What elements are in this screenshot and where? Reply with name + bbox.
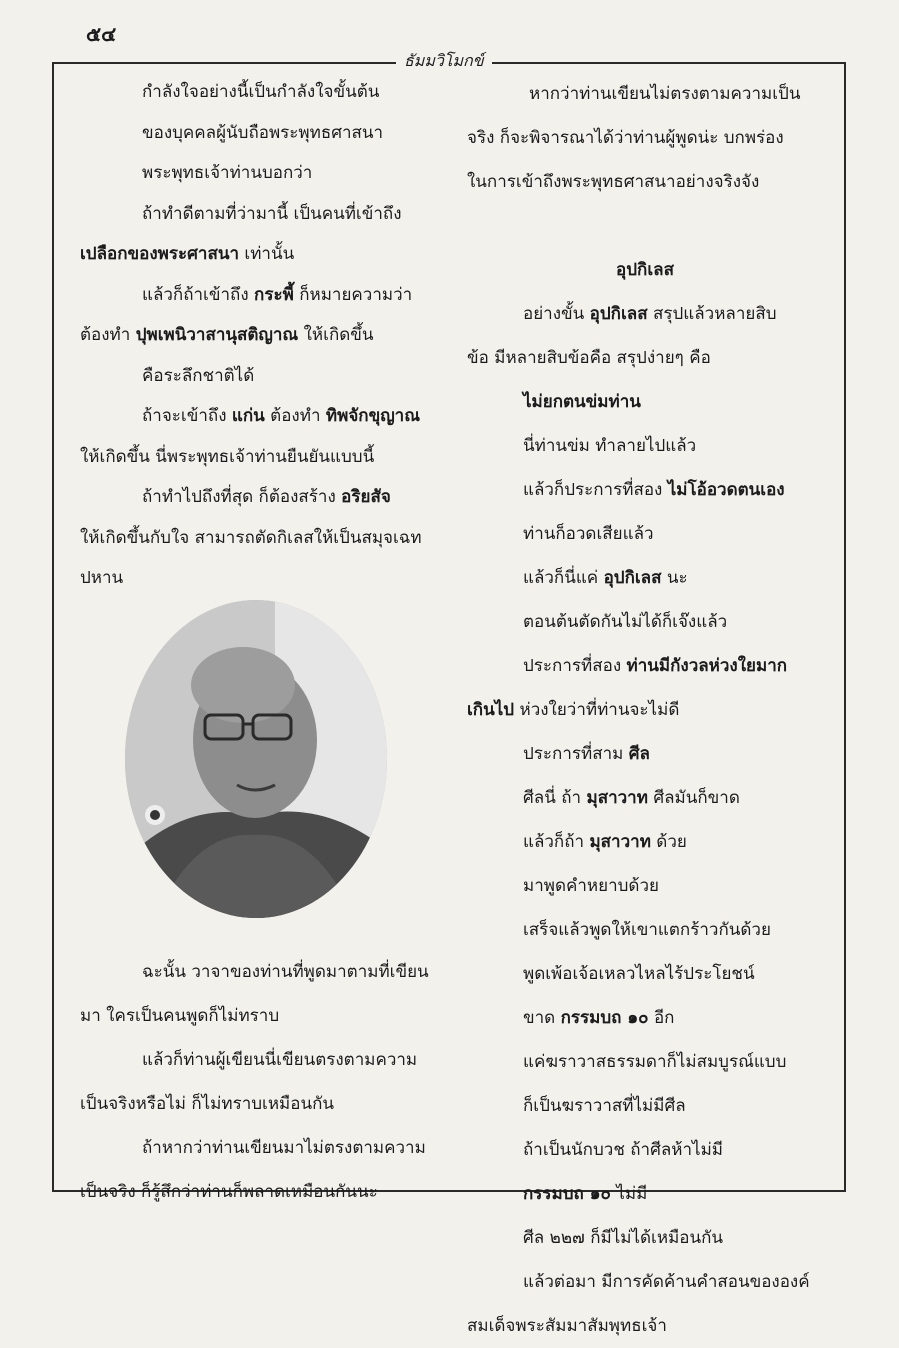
monk-portrait-photo xyxy=(125,600,387,918)
text-line xyxy=(467,996,823,1040)
text-span: แค่ฆราวาสธรรมดาก็ไม่สมบูรณ์แบบ xyxy=(523,1052,787,1072)
text-span: ถ้าเป็นนักบวช ถ้าศีลห้าไม่มี xyxy=(523,1140,724,1160)
bold-term: กรรมบถ ๑๐ xyxy=(523,1184,611,1204)
text-span: เท่านั้น xyxy=(239,244,295,264)
text-span: ตอนต้นตัดกันไม่ได้ก็เจ๊งแล้ว xyxy=(523,612,728,632)
text-span: อย่างขั้น xyxy=(523,304,590,324)
text-span: ไม่มี xyxy=(610,1184,648,1204)
bold-term: มุสาวาท xyxy=(586,788,648,808)
text-line xyxy=(467,160,823,204)
text-span: มา ใครเป็นคนพูดก็ไม่ทราบ xyxy=(80,1006,280,1026)
bold-term: ท่านมีกังวลห่วงใยมาก xyxy=(626,656,788,676)
text-span: มาพูดคำหยาบด้วย xyxy=(523,876,659,896)
text-line xyxy=(80,113,442,154)
text-span: พูดเพ้อเจ้อเหลวไหลไร้ประโยชน์ xyxy=(523,964,755,984)
text-span: ศีลนี่ ถ้า xyxy=(523,788,587,808)
left-column-bottom xyxy=(80,950,442,1214)
text-span: ก็เป็นฆราวาสที่ไม่มีศีล xyxy=(523,1096,686,1116)
text-line xyxy=(467,776,823,820)
bold-term: แก่น xyxy=(231,406,265,426)
text-span: ด้วย xyxy=(650,832,687,852)
text-span: ให้เกิดขึ้นกับใจ สามารถตัดกิเลสให้เป็นสมุจเฉท xyxy=(80,527,422,548)
text-span: แล้วก็ท่านผู้เขียนนี่เขียนตรงตามความ xyxy=(142,1050,418,1070)
text-span: ศีล ๒๒๗ ก็มีไม่ได้เหมือนกัน xyxy=(523,1228,724,1248)
bold-term: อุปกิเลส xyxy=(589,304,648,324)
text-line xyxy=(467,556,823,600)
text-line xyxy=(80,1126,442,1170)
bold-term: อุปกิเลส xyxy=(603,568,662,588)
bold-term: ปุพเพนิวาสานุสติญาณ xyxy=(135,325,299,345)
text-span: หากว่าท่านเขียนไม่ตรงตามความเป็น xyxy=(529,84,801,104)
text-span: แล้วก็ถ้า xyxy=(523,832,590,852)
text-span: แล้วก็ถ้าเข้าถึง xyxy=(142,284,255,305)
text-line xyxy=(80,275,442,316)
text-span: เป็นจริง ก็รู้สึกว่าท่านก็พลาดเหมือนกันนะ xyxy=(80,1182,378,1202)
text-line xyxy=(467,424,823,468)
text-span: ถ้าจะเข้าถึง xyxy=(142,406,232,426)
text-line xyxy=(467,204,823,248)
text-span: ข้อ มีหลายสิบข้อคือ สรุปง่ายๆ คือ xyxy=(467,348,711,368)
text-span: ของบุคคลผู้นับถือพระพุทธศาสนา xyxy=(142,122,384,143)
text-line xyxy=(467,468,823,512)
text-line xyxy=(467,600,823,644)
text-span: ศีลมันก็ขาด xyxy=(647,788,740,808)
text-span: สรุปแล้วหลายสิบ xyxy=(647,304,777,324)
right-column xyxy=(467,72,823,1348)
bold-term: ศีล xyxy=(628,744,650,764)
text-line xyxy=(80,315,442,356)
text-line xyxy=(467,380,823,424)
text-span: จริง ก็จะพิจารณาได้ว่าท่านผู้พูดน่ะ บกพร่อง xyxy=(467,128,784,148)
bold-term: กรรมบถ ๑๐ xyxy=(560,1008,649,1028)
bold-term: เกินไป xyxy=(467,700,515,720)
text-span: ห่วงใยว่าที่ท่านจะไม่ดี xyxy=(514,700,680,720)
text-line xyxy=(467,644,823,688)
text-span: นะ xyxy=(661,568,688,588)
text-line xyxy=(80,153,442,194)
text-span: ขาด xyxy=(523,1008,561,1028)
bold-term: เปลือกของพระศาสนา xyxy=(80,244,240,264)
text-span: ถ้าหากว่าท่านเขียนมาไม่ตรงตามความ xyxy=(142,1138,426,1158)
text-line xyxy=(467,864,823,908)
text-span: แล้วก็นี่แค่ xyxy=(523,568,604,588)
text-line xyxy=(467,1216,823,1260)
text-span: ต้องทำ xyxy=(264,406,326,426)
text-span: สมเด็จพระสัมมาสัมพุทธเจ้า xyxy=(467,1316,667,1336)
text-span: กำลังใจอย่างนี้เป็นกำลังใจขั้นต้น xyxy=(142,82,380,102)
text-span: แล้วก็ประการที่สอง xyxy=(523,480,668,500)
text-line xyxy=(467,116,823,160)
text-line xyxy=(80,437,442,478)
text-line xyxy=(467,1128,823,1172)
text-span: ท่านก็อวดเสียแล้ว xyxy=(523,524,654,544)
page-number: ๕๔ xyxy=(86,22,117,46)
text-line xyxy=(467,72,823,116)
text-line xyxy=(467,1084,823,1128)
text-line xyxy=(80,356,442,397)
bold-term: ไม่โอ้อวดตนเอง xyxy=(667,480,785,500)
text-line xyxy=(80,396,442,437)
text-line xyxy=(80,1082,442,1126)
text-line xyxy=(80,1038,442,1082)
text-line xyxy=(467,248,823,292)
text-line xyxy=(467,1260,823,1304)
text-line xyxy=(467,1040,823,1084)
text-span: อีก xyxy=(648,1008,675,1028)
text-line xyxy=(80,950,442,994)
text-span: ฉะนั้น วาจาของท่านที่พูดมาตามที่เขียน xyxy=(142,962,429,982)
text-line xyxy=(467,952,823,996)
text-line xyxy=(80,558,442,599)
text-line xyxy=(467,1304,823,1348)
text-span: พระพุทธเจ้าท่านบอกว่า xyxy=(142,163,313,183)
bold-term: มุสาวาท xyxy=(589,832,651,852)
bold-term: อุปกิเลส xyxy=(616,260,674,280)
text-span: นี่ท่านข่ม ทำลายไปแล้ว xyxy=(523,436,697,456)
text-span: ในการเข้าถึงพระพุทธศาสนาอย่างจริงจัง xyxy=(467,172,760,192)
text-line xyxy=(467,512,823,556)
bold-term: ทิพจักขุญาณ xyxy=(325,406,420,426)
text-span: ถ้าทำไปถึงที่สุด ก็ต้องสร้าง xyxy=(142,487,342,507)
text-span: คือระลึกชาติได้ xyxy=(142,365,255,386)
text-line xyxy=(467,292,823,336)
bold-term: ไม่ยกตนข่มท่าน xyxy=(523,392,641,412)
bold-term: อริยสัจ xyxy=(341,487,391,507)
text-span: ประการที่สอง xyxy=(523,656,627,676)
text-span: ก็หมายความว่า xyxy=(293,284,413,305)
bold-term: กระพี้ xyxy=(254,284,294,305)
text-line xyxy=(80,1170,442,1214)
text-span: เป็นจริงหรือไม่ ก็ไม่ทราบเหมือนกัน xyxy=(80,1094,335,1114)
text-line xyxy=(467,688,823,732)
text-line xyxy=(80,72,442,113)
running-header: ธัมมวิโมกข์ xyxy=(396,49,492,74)
text-span: ให้เกิดขึ้น นี่พระพุทธเจ้าท่านยืนยันแบบนี้ xyxy=(80,446,375,467)
text-span: ปหาน xyxy=(80,568,124,588)
text-line xyxy=(80,234,442,275)
text-line xyxy=(467,732,823,776)
text-line xyxy=(467,820,823,864)
text-line xyxy=(467,336,823,380)
text-span: ให้เกิดขึ้น xyxy=(298,325,374,345)
text-line xyxy=(467,908,823,952)
text-span: เสร็จแล้วพูดให้เขาแตกร้าวกันด้วย xyxy=(523,920,771,940)
text-line xyxy=(467,1172,823,1216)
text-span: ประการที่สาม xyxy=(523,744,629,764)
text-span: แล้วต่อมา มีการคัดค้านคำสอนขององค์ xyxy=(523,1272,810,1292)
left-column-top xyxy=(80,72,442,599)
text-line xyxy=(80,994,442,1038)
text-line xyxy=(80,477,442,518)
text-span: ถ้าทำดีตามที่ว่ามานี้ เป็นคนที่เข้าถึง xyxy=(142,203,402,224)
text-line xyxy=(80,194,442,235)
text-line xyxy=(80,518,442,559)
text-span: ต้องทำ xyxy=(80,325,136,345)
